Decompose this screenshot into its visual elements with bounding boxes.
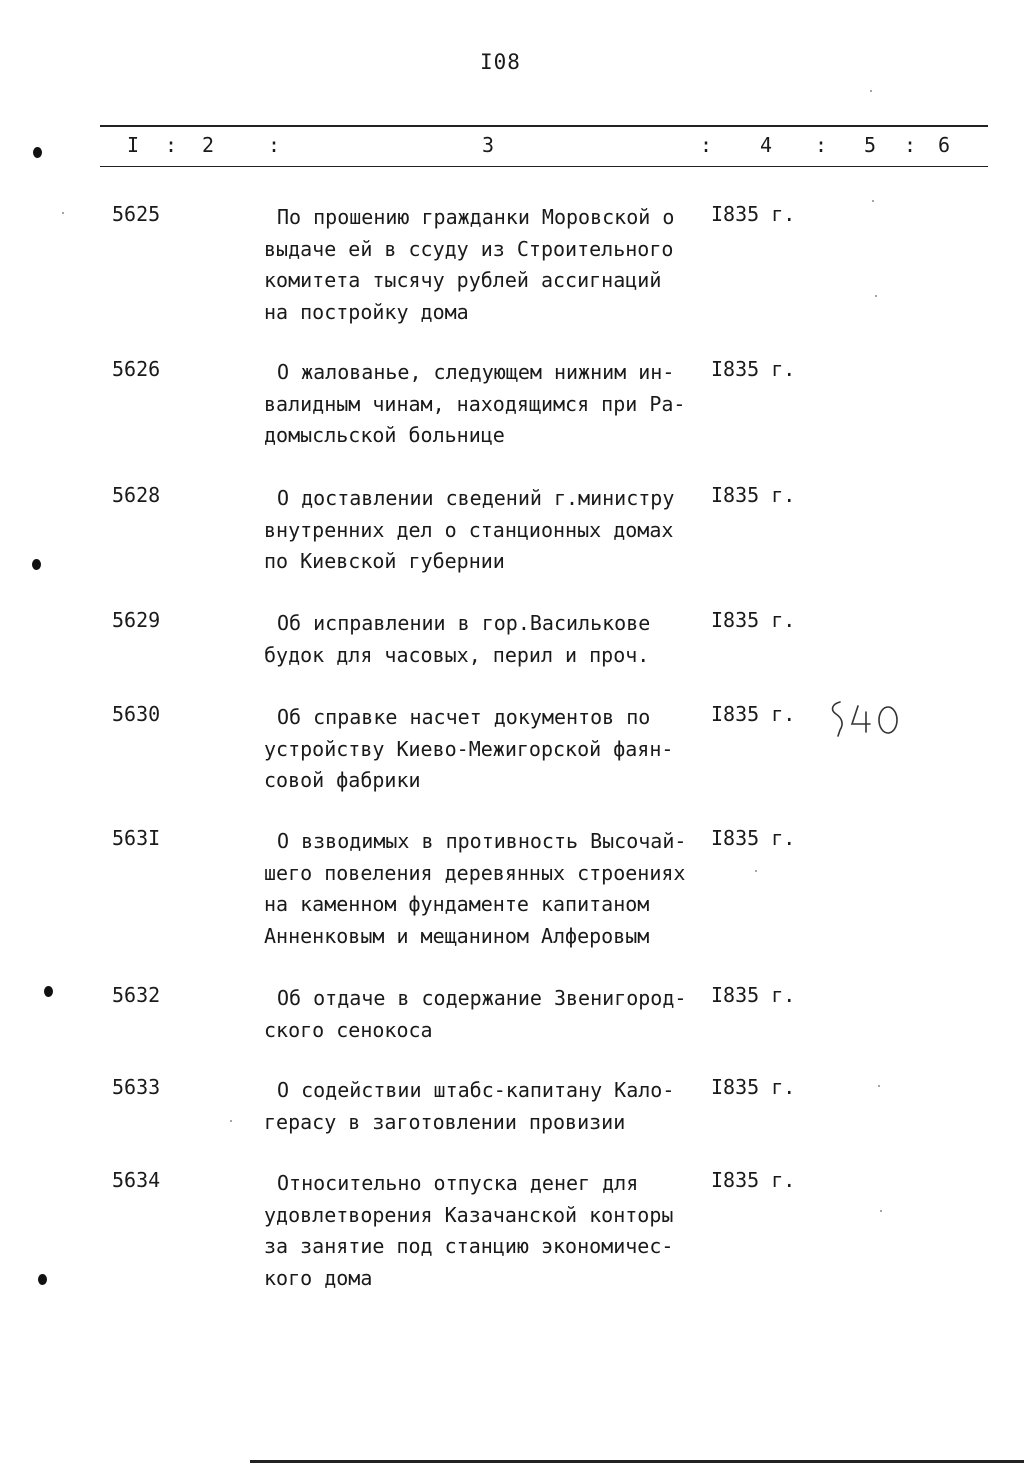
handwritten-annotation [826,696,906,746]
entry-description [264,1168,714,1294]
description-line: внутренних дел о станционных домах [264,517,674,542]
description-line: Об отдаче в содержание Звенигород- [277,986,687,1010]
description-line: шего повеления деревянных строениях [264,860,686,885]
binder-hole [32,559,41,570]
header-separator: : [165,133,178,157]
description-line: Анненковым и мещанином Алферовым [264,923,650,948]
entry-description [264,608,714,671]
entry-number: 563I [112,826,161,850]
description-line: выдаче ей в ссуду из Строительного [264,236,674,261]
description-line: О жалованье, следующем нижним ин- [277,360,675,384]
description-line: кого дома [264,1265,373,1290]
scan-speck [62,212,64,214]
entry-year: I835 г. [711,826,796,850]
page-bottom-rule [250,1460,1024,1463]
description-line: Об справке насчет документов по [277,705,651,729]
entry-description [264,1075,714,1138]
description-line: комитета тысячу рублей ассигнаций [264,268,662,292]
description-line: герасу в заготовлении провизии [264,1109,626,1134]
scan-speck [230,1120,232,1122]
table-top-rule [100,125,988,127]
header-col-1: I [127,133,140,157]
entry-description [264,983,714,1046]
scan-speck [870,90,872,92]
header-col-6: 6 [938,133,951,157]
scan-speck [872,200,874,202]
scan-speck [880,1210,882,1212]
entry-year: I835 г. [711,983,796,1007]
scan-speck [875,295,877,297]
entry-number: 5633 [112,1075,161,1099]
page-number: I08 [480,50,521,74]
entry-number: 5632 [112,983,161,1007]
description-line: Об исправлении в гор.Василькове [277,611,651,635]
description-line: ского сенокоса [264,1017,433,1042]
entry-year: I835 г. [711,1168,796,1192]
entry-description [264,702,714,797]
description-line: домысльской больнице [264,423,505,447]
entry-year: I835 г. [711,1075,796,1099]
entry-number: 5630 [112,702,161,726]
description-line: О взводимых в противность Высочай- [277,829,687,853]
entry-year: I835 г. [711,202,796,226]
description-line: удовлетворения Казачанской конторы [264,1202,674,1227]
scan-speck [755,870,757,872]
header-separator: : [904,133,917,157]
entry-year: I835 г. [711,483,796,507]
entry-description [264,202,714,328]
header-col-2: 2 [202,133,215,157]
description-line: совой фабрики [264,768,421,792]
description-line: Относительно отпуска денег для [277,1171,639,1195]
binder-hole [38,1274,47,1285]
description-line: будок для часовых, перил и проч. [264,642,650,667]
description-line: валидным чинам, находящимся при Ра- [264,391,686,416]
header-separator: : [268,133,281,157]
entry-number: 5634 [112,1168,161,1192]
entry-number: 5625 [112,202,161,226]
entry-description [264,826,714,952]
entry-description [264,483,714,578]
scan-speck [878,1085,880,1087]
entry-number: 5629 [112,608,161,632]
description-line: По прошению гражданки Моровской о [277,205,675,229]
header-separator: : [700,133,713,157]
description-line: на каменном фундаменте капитаном [264,892,650,916]
description-line: О содействии штабс-капитану Кало- [277,1078,675,1102]
entry-year: I835 г. [711,357,796,381]
header-separator: : [815,133,828,157]
binder-hole [44,986,53,997]
description-line: по Киевской губернии [264,549,505,573]
entry-number: 5626 [112,357,161,381]
header-col-3: 3 [482,133,495,157]
description-line: устройству Киево-Межигорской фаян- [264,736,674,761]
description-line: за занятие под станцию экономичес- [264,1234,674,1258]
entry-year: I835 г. [711,702,796,726]
header-col-4: 4 [760,133,773,157]
entry-year: I835 г. [711,608,796,632]
description-line: на постройку дома [264,299,469,324]
table-header-rule [100,166,988,167]
binder-hole [33,147,42,158]
description-line: О доставлении сведений г.министру [277,486,675,510]
entry-number: 5628 [112,483,161,507]
entry-description [264,357,714,452]
header-col-5: 5 [864,133,877,157]
